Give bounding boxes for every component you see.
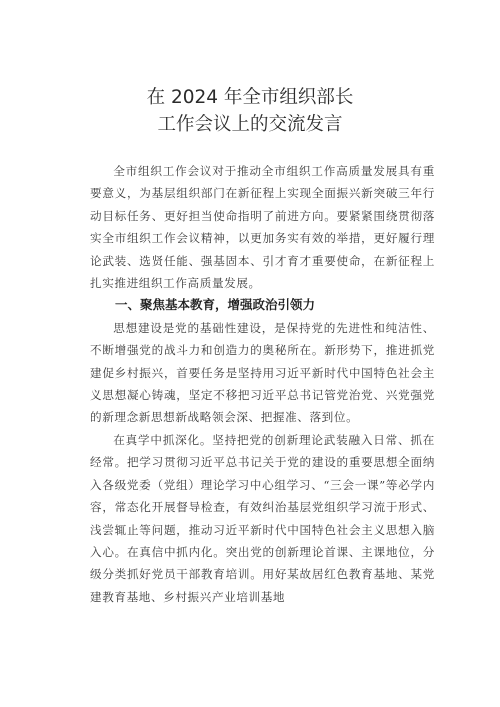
body-paragraph: 思想建设是党的基础性建设，是保持党的先进性和纯洁性、不断增强党的战斗力和创造力的奥秘所在。新形势下，推进抓党建促乡村振兴，首要任务是坚持用习近平新时代中国特色社会主义思想凝心铸魂，坚定不移把习近平总书记管党治党、兴党强党的新理念新思想新战略领会深、把握准、落到位。 — [90, 320, 435, 425]
document-body — [90, 160, 435, 608]
body-paragraph: 在真学中抓深化。坚持把党的创新理论武装融入日常、抓在经常。把学习贯彻习近平总书记关于党的建设的重要思想全面纳入各级党委（党组）理论学习中心组学习、“三会一课”等必学内容，常态化开展督导检查，有效纠治基层党组织学习流于形式、浅尝辄止等问题，推动习近平新时代中国特色社会主义思想入脑入心。在真信中抓内化。突出党的创新理论首课、主课地位，分级分类抓好党员干部教育培训。用好某故居红色教育基地、某党建教育基地、乡村振兴产业培训基地 — [90, 432, 435, 604]
document-title-line-2: 工作会议上的交流发言 — [157, 114, 343, 135]
document-title-line-1: 在 2024 年全市组织部长 — [146, 87, 354, 108]
intro-paragraph: 全市组织工作会议对于推动全市组织工作高质量发展具有重要意义，为基层组织部门在新征程上实现全面振兴新突破三年行动目标任务、更好担当使命指明了前进方向。要紧紧围绕贯彻落实全市组织工作会议精神，以更加务实有效的举措，更好履行理论武装、选贤任能、强基固本、引才育才重要使命，在新征程上扎实推进组织工作高质量发展。 — [90, 164, 435, 291]
section-heading: 一、聚焦基本教育，增强政治引领力 — [115, 297, 316, 313]
